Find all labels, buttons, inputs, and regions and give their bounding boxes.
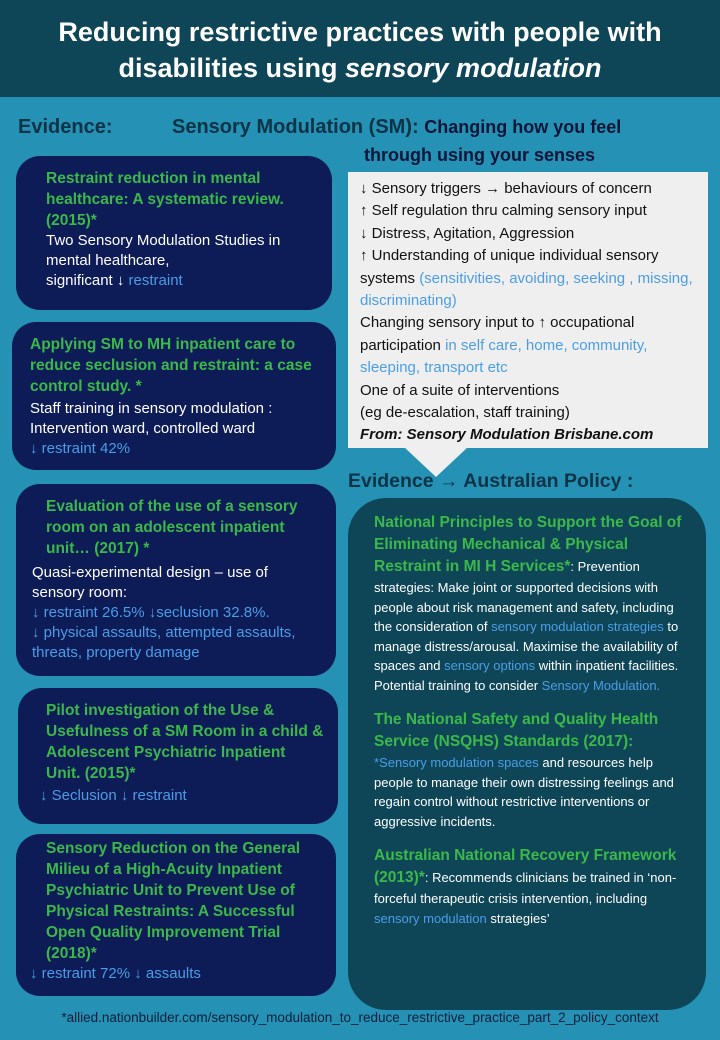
evidence-card-title: Applying SM to MH inpatient care to reduce seclusion and restraint: a case control study. * (30, 336, 312, 395)
sm-definition-box (348, 172, 708, 448)
title-line-2: disabilities using sensory modulation (118, 53, 602, 83)
evidence-card-result: ↓ restraint 72% ↓ assaults (30, 965, 201, 982)
page-title (0, 14, 720, 86)
sm-line: (eg de-escalation, staff training) (360, 404, 570, 422)
evidence-card-result: ↓ Seclusion ↓ restraint (40, 787, 187, 804)
evidence-card-body: Staff training in sensory modulation : Intervention ward, controlled ward (30, 400, 273, 437)
sm-heading: Sensory Modulation (SM): Changing how you feel (172, 116, 622, 138)
sm-line: One of a suite of interventions (360, 381, 560, 399)
evidence-card-body: Quasi-experimental design – use of sensory room: (32, 564, 268, 601)
evidence-card-result-2: ↓ physical assaults, attempted assaults, threats, property damage (32, 624, 296, 661)
policy-item-nsqhs: The National Safety and Quality Health Service (NSQHS) Standards (2017): *Sensory modulation spaces and resources help people to manage their own distressing feelings and regain control without restrictive interventions or aggressive incidents. (374, 709, 684, 831)
footer-source-url: *allied.nationbuilder.com/sensory_modulation_to_reduce_restrictive_practice_part_2_policy_context (61, 1010, 659, 1025)
sm-source: From: Sensory Modulation Brisbane.com (360, 426, 654, 444)
evidence-card-1 (16, 156, 332, 310)
policy-title: The National Safety and Quality Health Service (NSQHS) Standards (2017): (374, 711, 659, 750)
evidence-card-result: ↓ restraint 42% (30, 440, 131, 457)
policy-heading: Evidence → Australian Policy : (348, 470, 634, 492)
evidence-card-3 (16, 484, 336, 676)
sm-line: Changing sensory input to ↑ occupational participation in self care, home, community, sleeping, transport etc (360, 314, 648, 377)
evidence-card-title: Restraint reduction in mental healthcare: A systematic review. (2015)* (46, 170, 284, 229)
policy-title: Australian National Recovery Framework (2013)* (374, 847, 677, 886)
evidence-card-result: significant ↓ restraint (46, 272, 183, 289)
evidence-heading: Evidence: (18, 116, 113, 138)
sm-line: ↑ Understanding of unique individual sensory systems (sensitivities, avoiding, seeking , missing, discriminating) (360, 247, 693, 310)
evidence-card-title: Sensory Reduction on the General Milieu of a High-Acuity Inpatient Psychiatric Unit to Prevent Use of Physical Restraints: A Successful Open Quality Improvement Trial (2018)* (46, 840, 301, 962)
evidence-card-body: Two Sensory Modulation Studies in mental healthcare, (46, 232, 281, 269)
evidence-card-title: Evaluation of the use of a sensory room on an adolescent inpatient unit… (2017) * (46, 498, 298, 557)
policy-item-recovery-framework: Australian National Recovery Framework (2013)*: Recommends clinicians be trained in ‘non-forceful therapeutic crisis intervention, including sensory modulation strategies’ (374, 847, 677, 926)
evidence-card-4 (18, 688, 338, 824)
evidence-card-5 (16, 834, 336, 996)
policy-panel (348, 498, 706, 1010)
sm-line: ↓ Sensory triggers → behaviours of concern (360, 180, 652, 197)
policy-item-national-principles: National Principles to Support the Goal of Eliminating Mechanical & Physical Restraint in MI H Services*: Prevention strategies: Make joint or supported decisions with people about risk management and safety, including the consideration of sensory modulation strategies to manage distress/arousal. Maximise the availability of spaces and sensory options within inpatient facilities. Potential training to consider Sensory Modulation. (374, 514, 682, 693)
policy-title: National Principles to Support the Goal of Eliminating Mechanical & Physical Restraint in MI H Services* (374, 514, 682, 575)
evidence-card-2 (12, 322, 336, 470)
title-emphasis: sensory modulation (345, 53, 602, 83)
evidence-card-title: Pilot investigation of the Use & Usefulness of a SM Room in a child & Adolescent Psychiatric Inpatient Unit. (2015)* (46, 702, 324, 782)
title-line-1: Reducing restrictive practices with people with (58, 17, 662, 47)
evidence-card-result: ↓ restraint 26.5% ↓seclusion 32.8%. (32, 604, 270, 621)
sm-line: ↑ Self regulation thru calming sensory input (360, 202, 647, 220)
sm-line: ↓ Distress, Agitation, Aggression (360, 224, 575, 242)
sm-tagline: through using your senses (364, 145, 596, 165)
